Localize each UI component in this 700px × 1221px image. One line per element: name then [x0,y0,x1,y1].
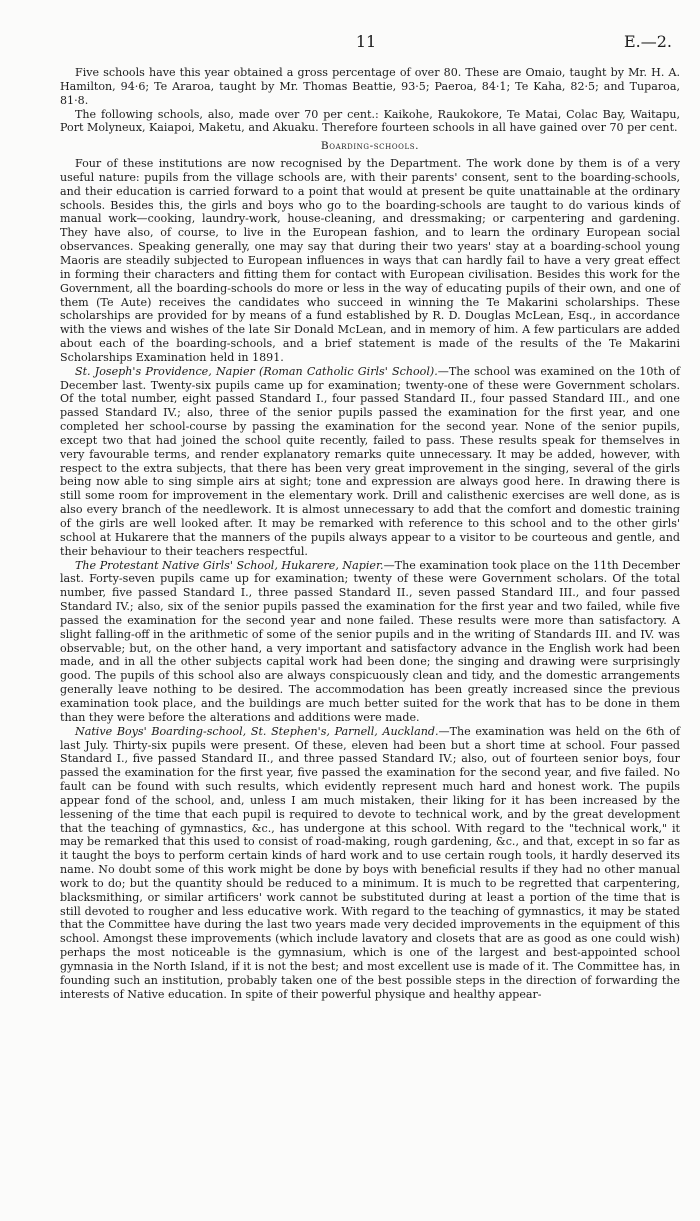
paragraph-st-stephens [60,725,680,1002]
st-stephens-text: —The examination was held on the 6th of last July. Thirty-six pupils were present. Of these, eleven had been but a short time at school. Four passed Standard I., five passed Standard II., and three passed Standard IV.; also, out of fourteen senior boys, four passed the examination for the first year, five passed the examination for the second year, and five failed. No fault can be found with such results, which evidently represent much hard and honest work. The pupils appear fond of the school, and, unless I am much mistaken, their liking for it has been increased by the lessening of the time that each pupil is required to devote to technical work, and by the great development that the teaching of gymnastics, &c., has undergone at this school. With regard to the "technical work," it may be remarked that this used to consist of road-making, rough gardening, &c., and that, except in so far as it taught the boys to perform certain kinds of hard work and to use certain rough tools, it hardly deserved its name. No doubt some of this work might be done by boys with beneficial results if they had no other manual work to do; but the quantity should be reduced to a minimum. It is much to be regretted that carpentering, blacksmithing, or similar artificers' work cannot be substituted during at least a portion of the time that is still devoted to rougher and less educative work. With regard to the teaching of gymnastics, it may be stated that the Committee have during the last two years made very decided improvements in the equipment of this school. Amongst these improvements (which include lavatory and closets that are as good as one could wish) perhaps the most noticeable is the gymnasium, which is one of the largest and best-appointed school gymnasia in the North Island, if it is not the best; and most excellent use is made of it. The Committee has, in founding such an institution, probably taken one of the best possible steps in the direction of forwarding the interests of Native education. In spite of their powerful physique and healthy appear- [60,724,680,1001]
paragraph-seventy-percent: The following schools, also, made over 70 per cent.: Kaikohe, Raukokore, Te Matai, Colac Bay, Waitapu, Port Molyneux, Kaiapoi, Maketu, and Akuaku. Therefore fourteen schools in all have gained over 70 per cent. [60,107,680,135]
document-body [60,66,680,1002]
paragraph-top-schools: Five schools have this year obtained a gross percentage of over 80. These are Omaio, taught by Mr. H. A. Hamilton, 94·6; Te Araroa, taught by Mr. Thomas Beattie, 93·5; Paeroa, 84·1; Te Kaha, 82·5; and Tuparoa, 81·8. [60,66,680,107]
section-heading: Boarding-schools. [320,140,420,153]
paragraph-boarding-intro: Four of these institutions are now recognised by the Department. The work done by them is of a very useful nature: pupils from the village schools are, with their parents' consent, sent to the boarding-schools, and their education is carried forward to a point that would at present be quite unattainable at the ordinary schools. Besides this, the girls and boys who go to the boarding-schools are taught to do various kinds of manual work—cooking, laundry-work, house-cleaning, and dressmaking; or carpentering and gardening. They have also, of course, to live in the European fashion, and to learn the ordinary European social observances. Speaking generally, one may say that during their two years' stay at a boarding-school young Maoris are steadily subjected to European influences in ways that can hardly fail to have a very great effect in forming their characters and fitting them for contact with European civilisation. Besides this work for the Government, all the boarding-schools do more or less in the way of educating pupils of their own, and one of them (Te Aute) receives the candidates who succeed in winning the Te Makarini scholarships. These scholarships are provided for by means of a fund established by R. D. Douglas McLean, Esq., in accordance with the views and wishes of the late Sir Donald McLean, and in memory of him. A few particulars are added about each of the boarding-schools, and a brief statement is made of the results of the Te Makarini Scholarships Examination held in 1891. [60,157,680,364]
st-josephs-text: —The school was examined on the 10th of December last. Twenty-six pupils came up for examination; twenty-one of these were Government scholars. Of the total number, eight passed Standard I., four passed Standard II., four passed Standard III., and one passed Standard IV.; also, three of the senior pupils passed the examination for the first year, and one completed her school-course by passing the examination for the second year. None of the senior pupils, except two that had joined the school quite recently, failed to pass. These results speak for themselves in very favourable terms, and render explanatory remarks quite unnecessary. It may be added, however, with respect to the extra subjects, that there has been very great improvement in the singing, several of the girls being now able to sing simple airs at sight; tone and expression are always good here. In drawing there is still some room for improvement in the elementary work. Drill and calisthenic exercises are well done, as is also every branch of the needlework. It is almost unnecessary to add that the comfort and domestic training of the girls are well looked after. It may be remarked with reference to this school and to the other girls' school at Hukarere that the manners of the pupils always appear to a visitor to be courteous and gentle, and their behaviour to their teachers respectful. [60,364,680,558]
st-josephs-title: St. Joseph's Providence, Napier (Roman Catholic Girls' School). [75,364,438,378]
hukarere-text: —The examination took place on the 11th December last. Forty-seven pupils came up for examination; twenty of these were Government scholars. Of the total number, five passed Standard I., three passed Standard II., seven passed Standard III., and four passed Standard IV.; also, six of the senior pupils passed the examination for the first year and two failed, while five passed the examination for the second year and none failed. These results were more than satisfactory. A slight falling-off in the arithmetic of some of the senior pupils and in the writing of Standards III. and IV. was observable; but, on the other hand, a very important and satisfactory advance in the English work had been made, and in all the other subjects capital work had been done; the singing and drawing were surprisingly good. The pupils of this school also are always conspicuously clean and tidy, and the domestic arrangements generally leave nothing to be desired. The accommodation has been greatly increased since the previous examination took place, and the buildings are much better suited for the work that has to be done in them than they were before the alterations and additions were made. [60,558,680,724]
page-number: 11 [355,32,377,51]
document-reference: E.—2. [623,32,672,51]
hukarere-title: The Protestant Native Girls' School, Hukarere, Napier. [75,558,384,572]
paragraph-st-josephs [60,365,680,559]
page-header [60,32,672,52]
st-stephens-title: Native Boys' Boarding-school, St. Stephen's, Parnell, Auckland. [75,724,439,738]
paragraph-hukarere [60,559,680,725]
